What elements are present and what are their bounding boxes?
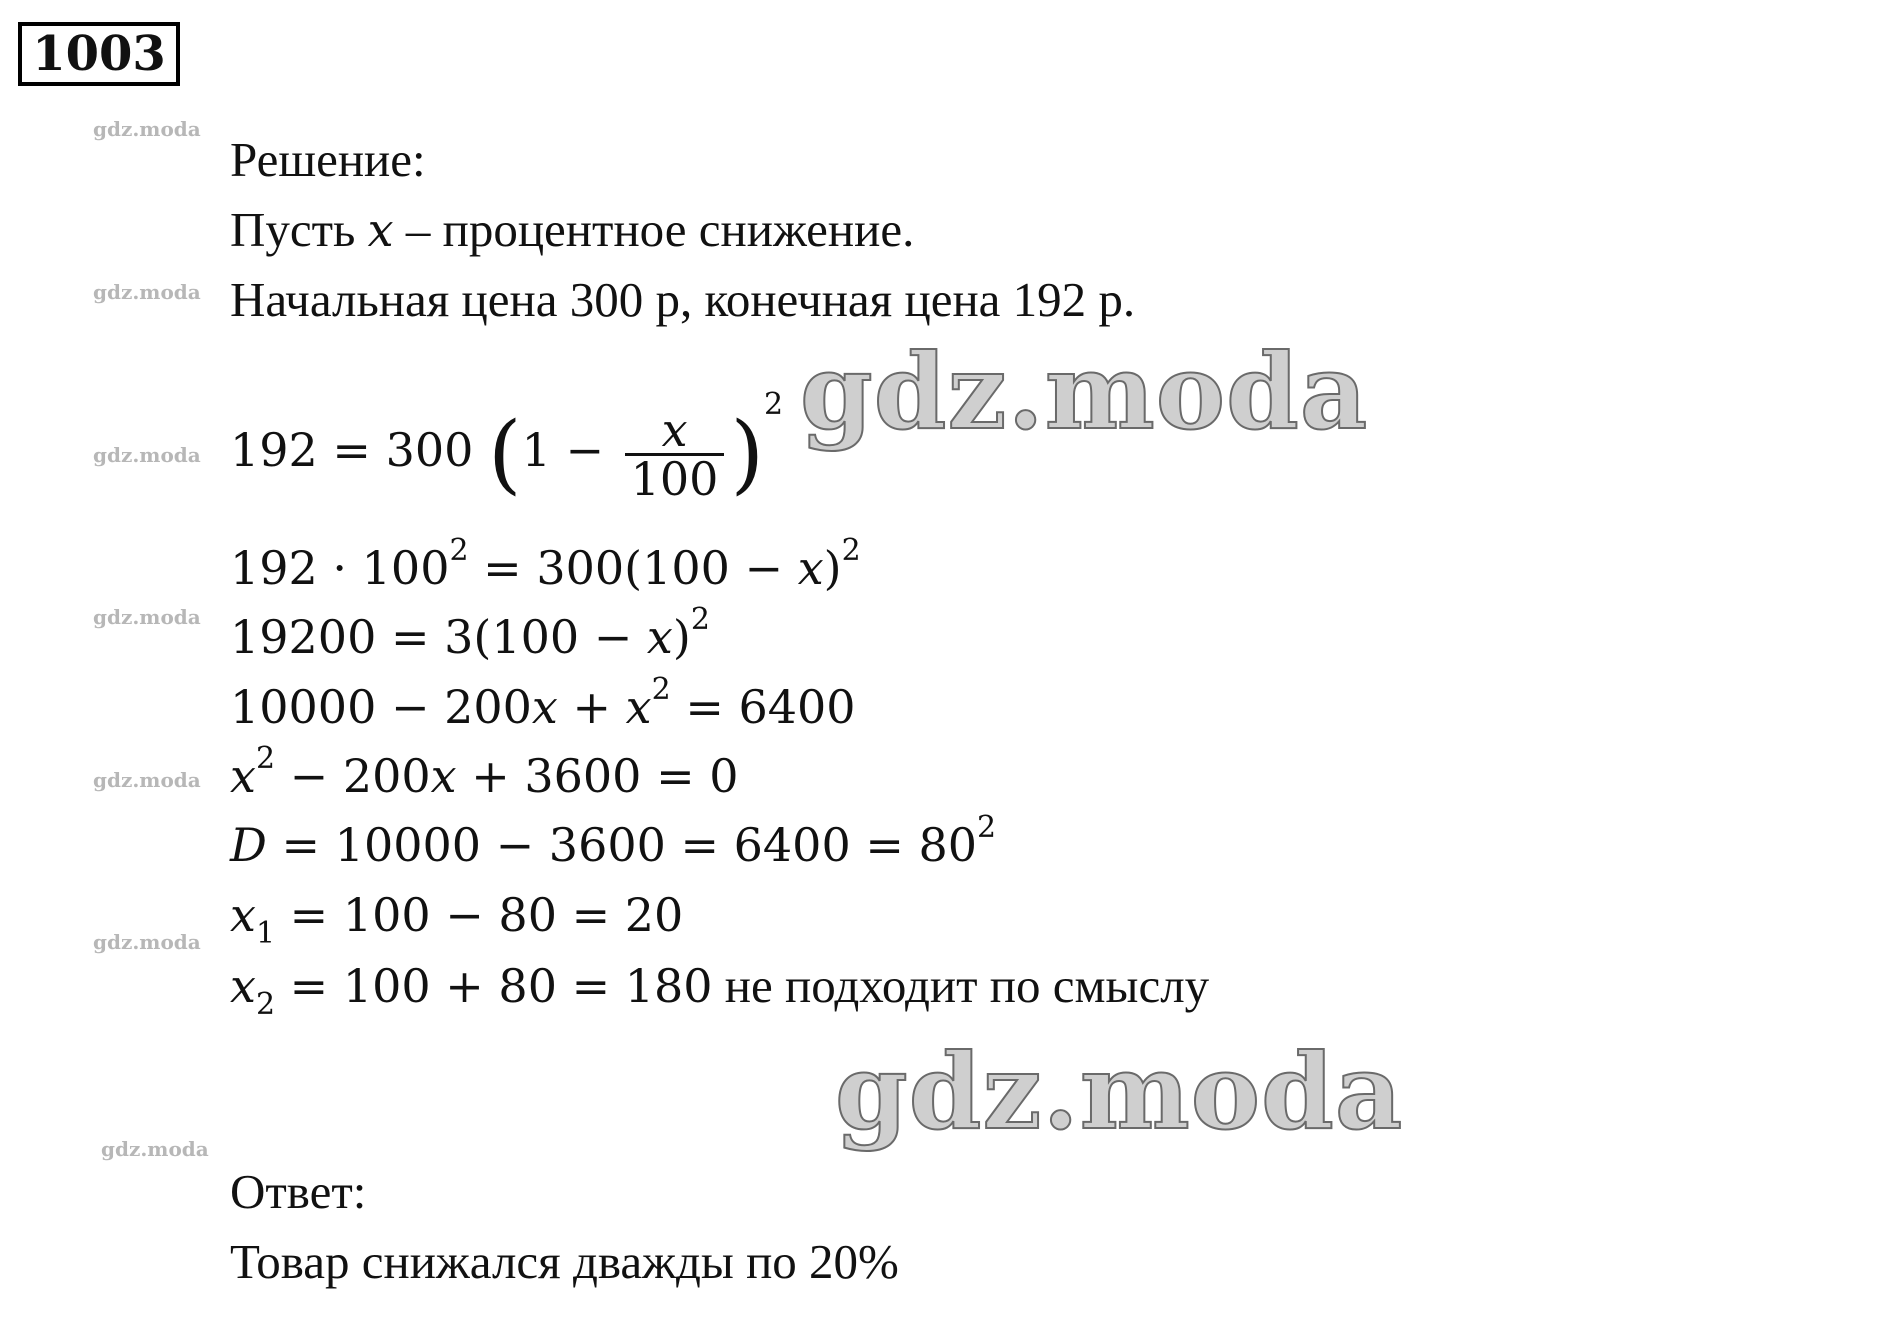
- equation-discriminant: $D = 10000 - 3600 = 6400 = 80^2$: [230, 810, 997, 872]
- solution-heading: Решение:: [230, 132, 426, 187]
- answer-heading: Ответ:: [230, 1164, 367, 1219]
- watermark-large: gdz.moda: [835, 1030, 1404, 1153]
- equation-5: $x^2 - 200x + 3600 = 0$: [230, 741, 739, 803]
- equation-2: $192 \cdot 100^2 = 300(100 - x)^2$: [230, 533, 861, 595]
- task-number: 1003: [18, 22, 180, 86]
- watermark-small: gdz.moda: [93, 605, 201, 629]
- watermark-small: gdz.moda: [101, 1137, 209, 1161]
- watermark-small: gdz.moda: [93, 443, 201, 467]
- equation-1: 192 = 300 (1 − $\frac{x}{100}$ )$^2$: [230, 387, 784, 506]
- answer-text: Товар снижался дважды по 20%: [230, 1234, 899, 1289]
- watermark-small: gdz.moda: [93, 117, 201, 141]
- equation-3: $19200 = 3(100 - x)^2$: [230, 602, 710, 664]
- fraction: $\frac{x}{100}$: [625, 407, 725, 502]
- watermark-small: gdz.moda: [93, 930, 201, 954]
- watermark-small: gdz.moda: [93, 280, 201, 304]
- let-statement: Пусть x – процентное снижение.: [230, 202, 915, 257]
- equation-4: $10000 - 200x + x^2 = 6400$: [230, 672, 856, 734]
- equation-root-1: $x_1 = 100 - 80 = 20$: [230, 888, 684, 951]
- equation-root-2: $x_2 = 100 + 80 = 180$ не подходит по смыслу: [230, 958, 1210, 1022]
- watermark-large: gdz.moda: [800, 330, 1369, 453]
- prices-statement: Начальная цена 300 р, конечная цена 192 р.: [230, 272, 1136, 327]
- watermark-small: gdz.moda: [93, 768, 201, 792]
